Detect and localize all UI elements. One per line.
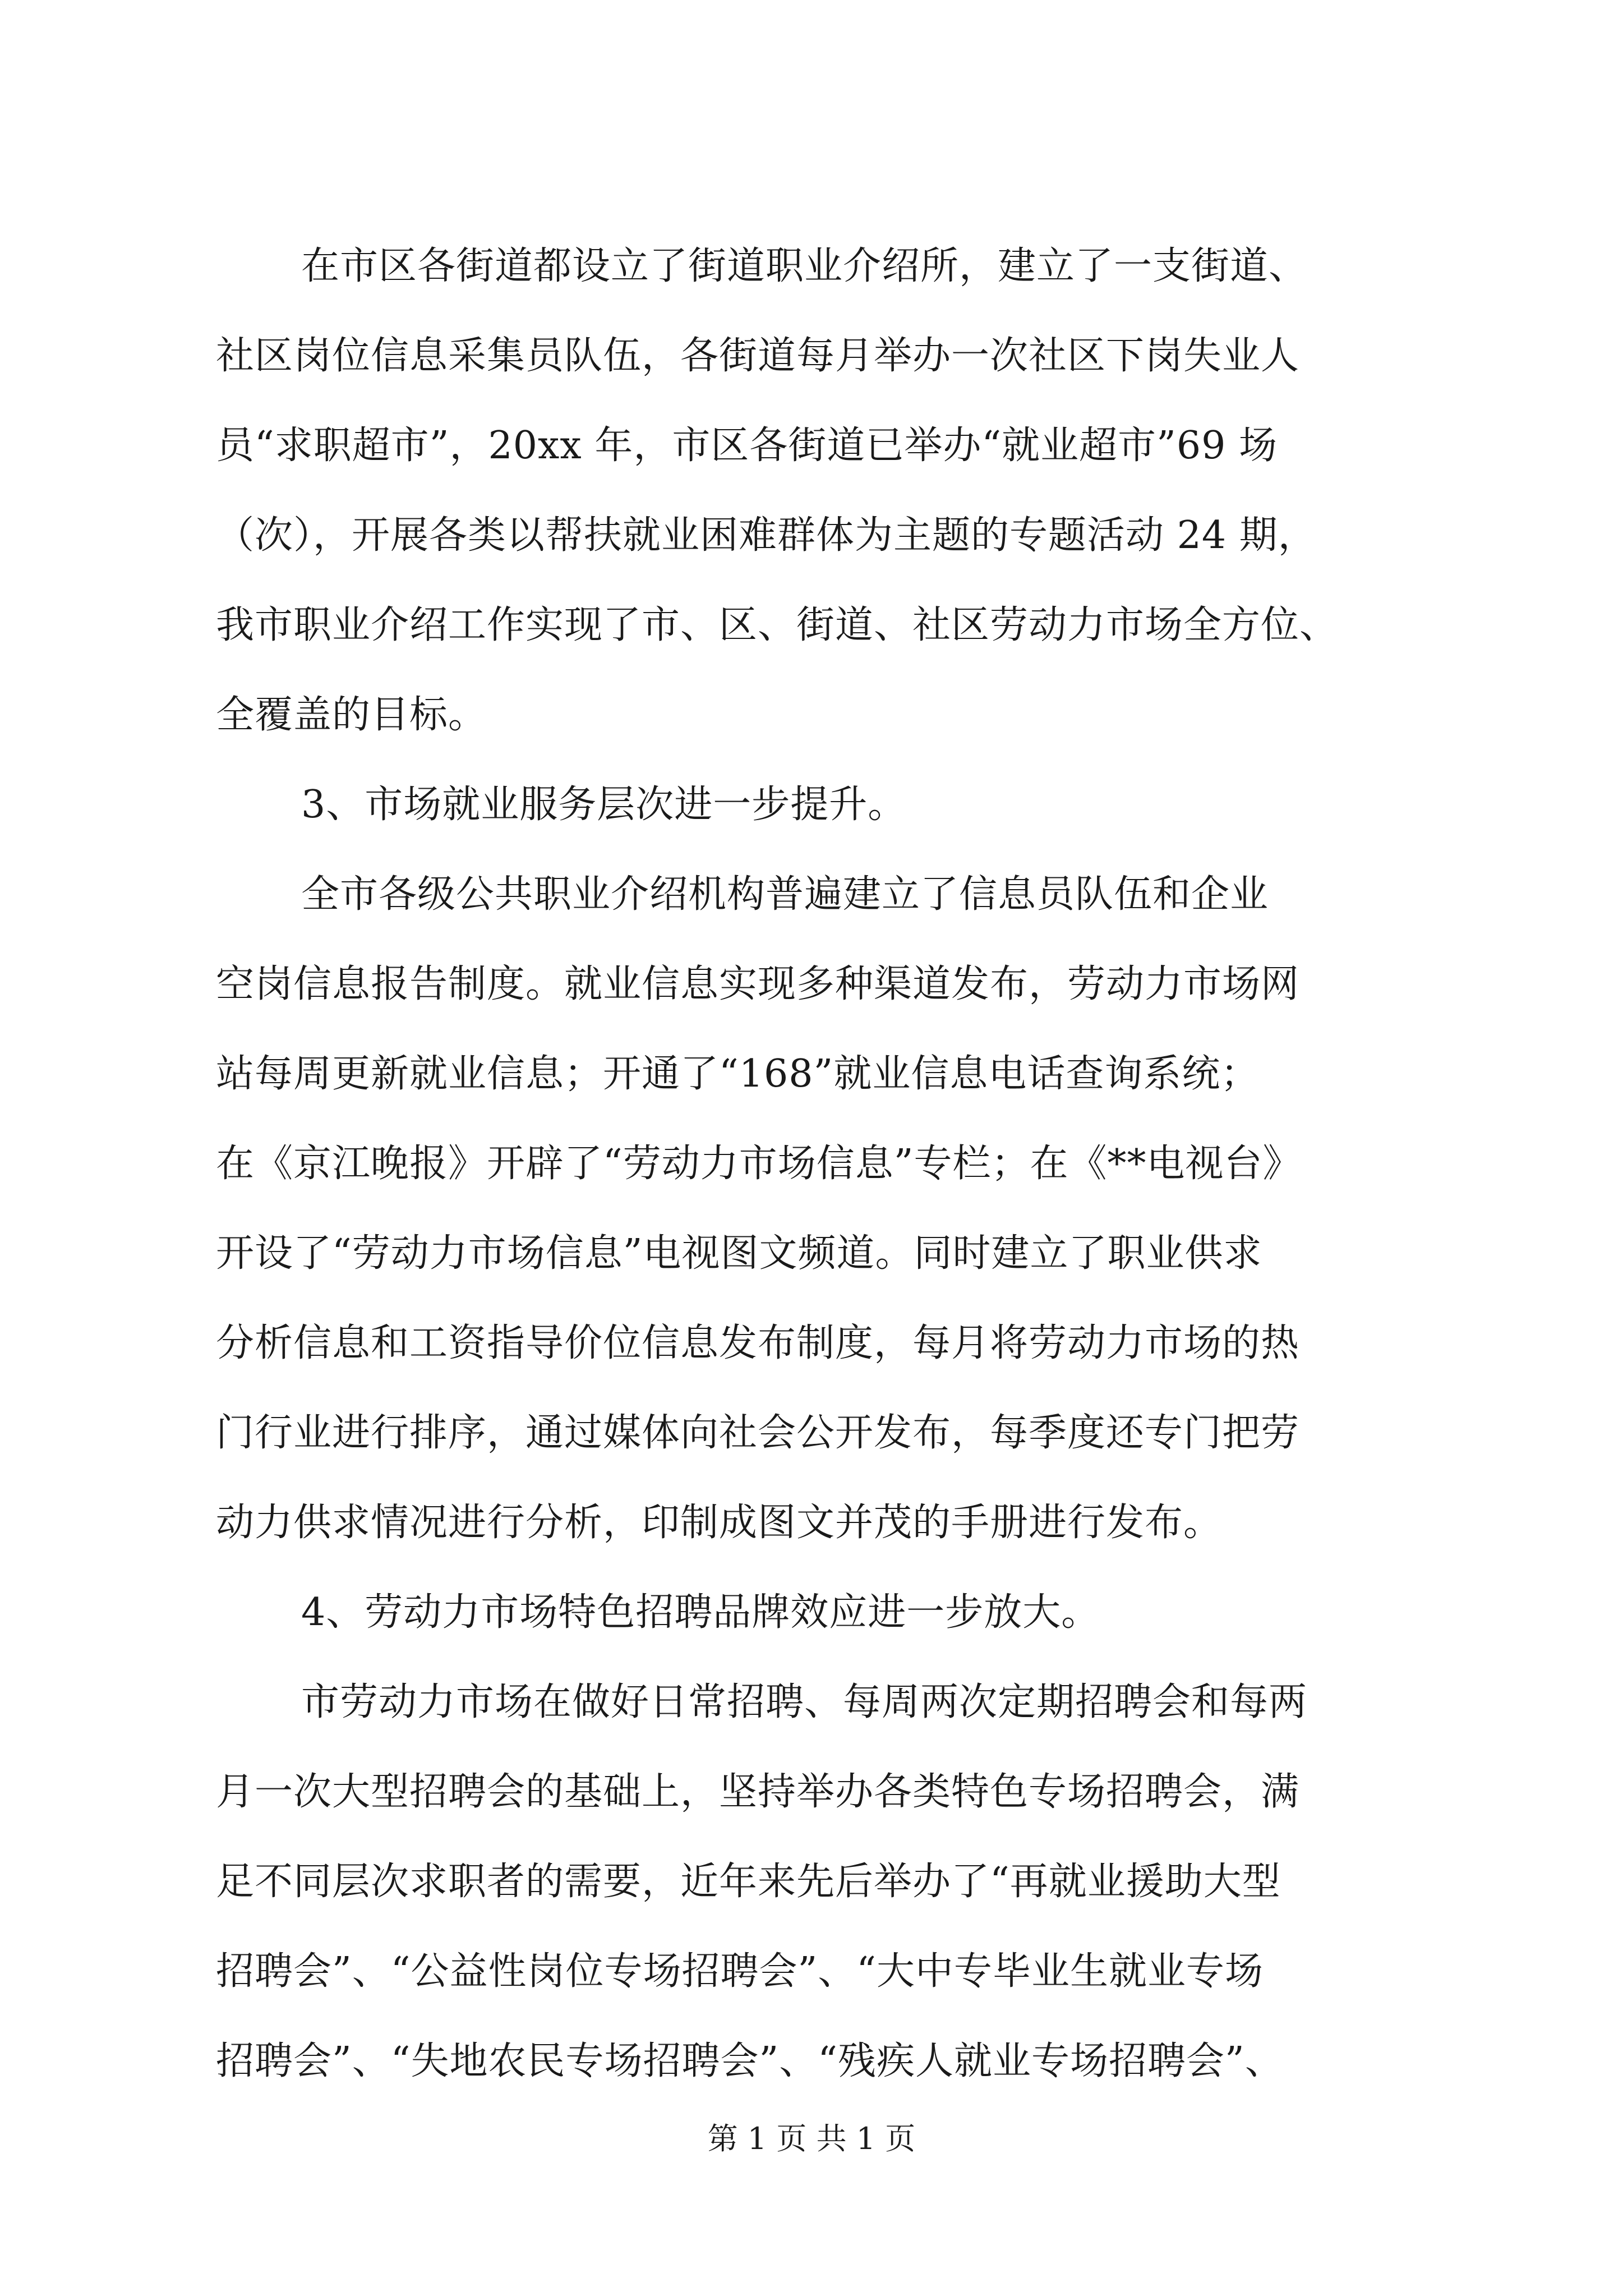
paragraph-line: 全覆盖的目标。 bbox=[216, 693, 487, 737]
paragraph-line: 空岗信息报告制度。就业信息实现多种渠道发布，劳动力市场网 bbox=[216, 962, 1300, 1006]
paragraph bbox=[216, 850, 1438, 1568]
paragraph bbox=[216, 222, 1438, 760]
paragraph bbox=[216, 1658, 1438, 2106]
paragraph-line: 招聘会”、“公益性岗位专场招聘会”、“大中专毕业生就业专场 bbox=[216, 1949, 1264, 1994]
paragraph-line: 员“求职超市”，20xx 年，市区各街道已举办“就业超市”69 场 bbox=[216, 424, 1278, 468]
paragraph-line: 在市区各街道都设立了街道职业介绍所，建立了一支街道、 bbox=[301, 244, 1308, 288]
paragraph bbox=[216, 1568, 1438, 1658]
page-footer: 第 1 页 共 1 页 bbox=[707, 2121, 916, 2156]
paragraph-line: 我市职业介绍工作实现了市、区、街道、社区劳动力市场全方位、 bbox=[216, 603, 1339, 647]
paragraph-line: 月一次大型招聘会的基础上，坚持举办各类特色专场招聘会，满 bbox=[216, 1770, 1300, 1814]
paragraph-line: 社区岗位信息采集员队伍，各街道每月举办一次社区下岗失业人 bbox=[216, 334, 1300, 378]
paragraph-line: 在《京江晚报》开辟了“劳动力市场信息”专栏；在《**电视台》 bbox=[216, 1142, 1302, 1186]
paragraph bbox=[216, 760, 1438, 850]
paragraph-line: 动力供求情况进行分析，印制成图文并茂的手册进行发布。 bbox=[216, 1501, 1223, 1545]
paragraph-line: 足不同层次求职者的需要，近年来先后举办了“再就业援助大型 bbox=[216, 1860, 1281, 1904]
paragraph-line: 4、劳动力市场特色招聘品牌效应进一步放大。 bbox=[301, 1590, 1100, 1635]
paragraph-line: 门行业进行排序，通过媒体向社会公开发布，每季度还专门把劳 bbox=[216, 1411, 1300, 1455]
paragraph-line: 市劳动力市场在做好日常招聘、每周两次定期招聘会和每两 bbox=[301, 1680, 1308, 1724]
paragraph-line: 3、市场就业服务层次进一步提升。 bbox=[301, 783, 907, 827]
document-body bbox=[216, 222, 1438, 2106]
paragraph-line: 分析信息和工资指导价位信息发布制度，每月将劳动力市场的热 bbox=[216, 1321, 1300, 1365]
paragraph-line: 开设了“劳动力市场信息”电视图文频道。同时建立了职业供求 bbox=[216, 1231, 1262, 1276]
paragraph-line: 全市各级公共职业介绍机构普遍建立了信息员队伍和企业 bbox=[301, 872, 1269, 917]
paragraph-line: 招聘会”、“失地农民专场招聘会”、“残疾人就业专场招聘会”、 bbox=[216, 2039, 1284, 2083]
paragraph-line: 站每周更新就业信息；开通了“168”就业信息电话查询系统； bbox=[216, 1052, 1260, 1096]
paragraph-line: （次），开展各类以帮扶就业困难群体为主题的专题活动 24 期， bbox=[216, 513, 1317, 558]
